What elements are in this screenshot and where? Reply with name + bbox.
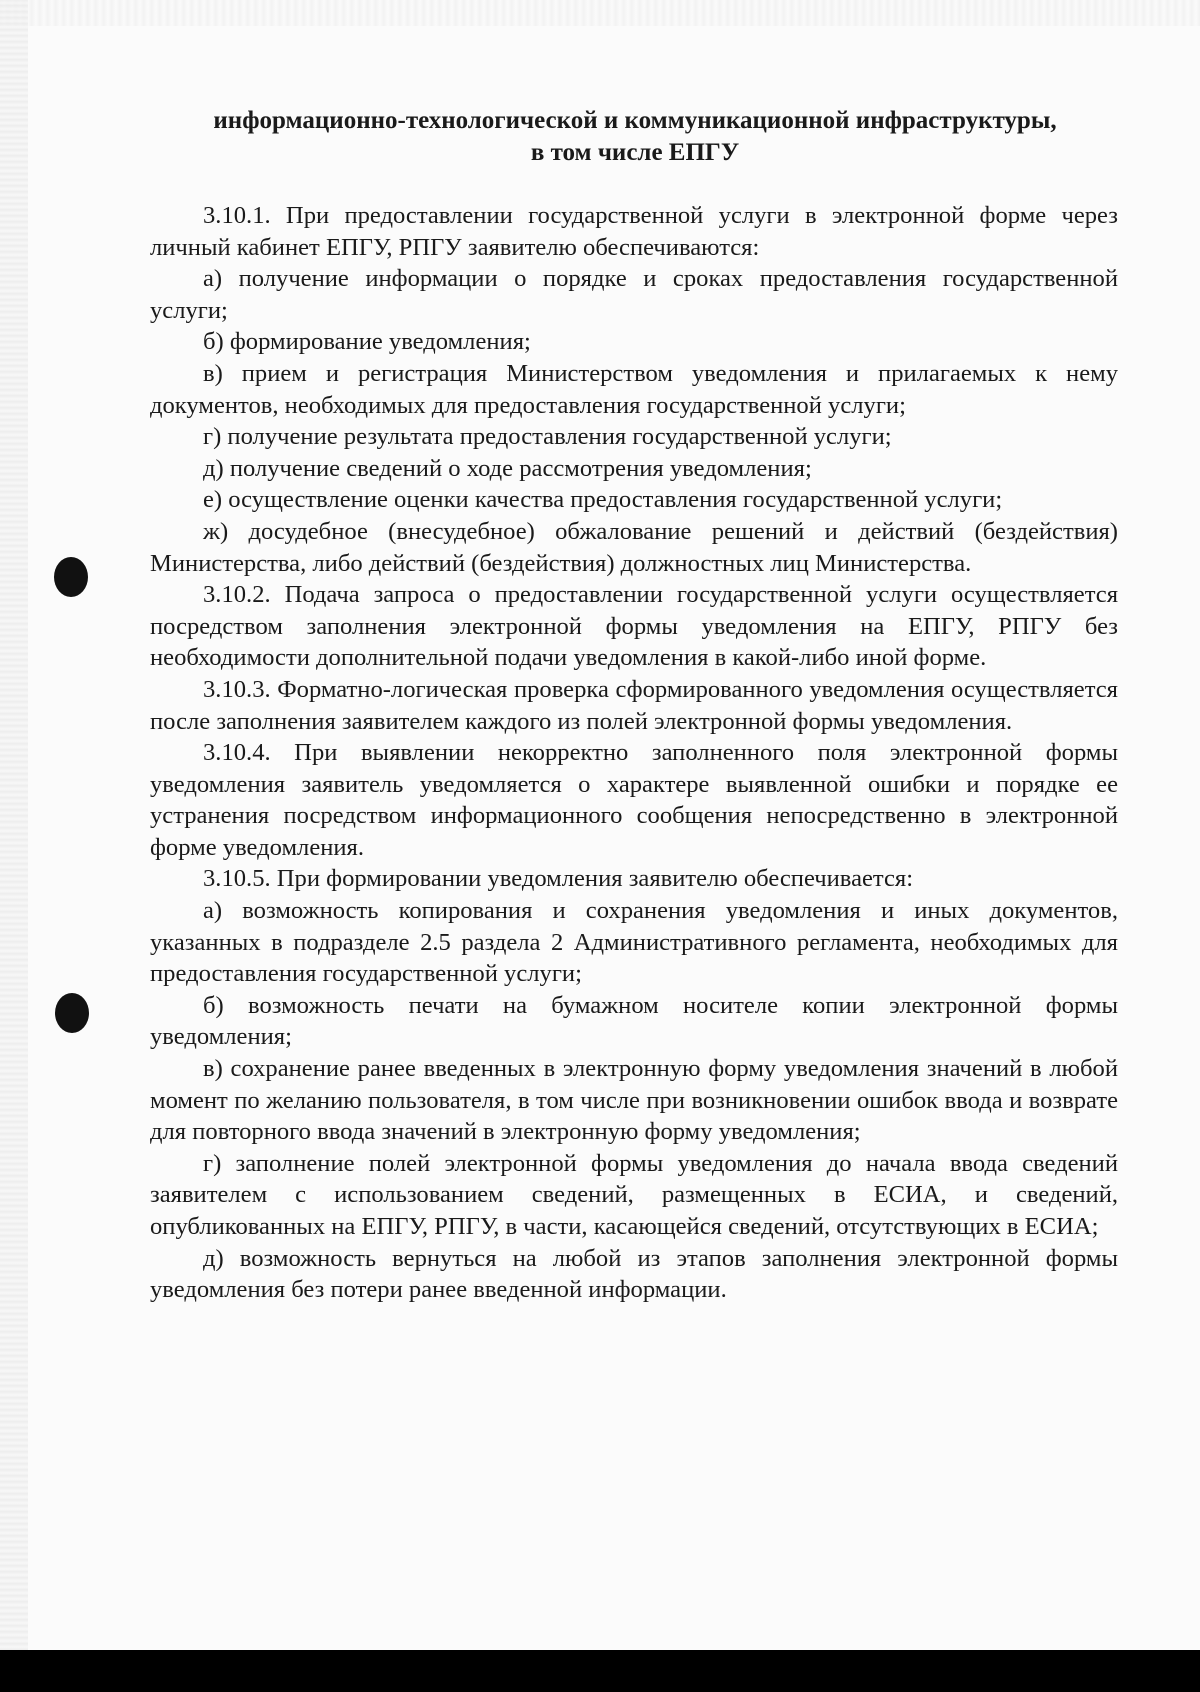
- list-item-a-2: а) возможность копирования и сохранения уведомления и иных документов, указанных в подразделе 2.5 раздела 2 Административного регламента, необходимых для предоставления государственной услуги;: [150, 897, 1118, 988]
- list-item-zh: ж) досудебное (внесудебное) обжалование решений и действий (бездействия) Министерства, либо действий (бездействия) должностных лиц Министерства.: [150, 517, 1118, 577]
- heading-line-1: информационно-технологической и коммуникационной инфраструктуры,: [213, 107, 1057, 134]
- paragraph-3-10-2: 3.10.2. Подача запроса о предоставлении государственной услуги осуществляется посредством заполнения электронной формы уведомления на ЕПГУ, РПГУ без необходимости дополнительной подачи уведомления в какой-либо иной форме.: [150, 581, 1118, 672]
- list-item-d-2: д) возможность вернуться на любой из этапов заполнения электронной формы уведомления без потери ранее введенной информации.: [150, 1244, 1118, 1304]
- scan-noise-top: [0, 0, 1200, 26]
- section-heading: [150, 105, 1120, 169]
- list-item-v: в) прием и регистрация Министерством уведомления и прилагаемых к нему документов, необходимых для предоставления государственной услуги;: [150, 359, 1118, 419]
- paragraph-3-10-5: 3.10.5. При формировании уведомления заявителю обеспечивается:: [203, 865, 914, 893]
- list-item-e: е) осуществление оценки качества предоставления государственной услуги;: [203, 486, 1003, 514]
- heading-line-2: в том числе ЕПГУ: [530, 139, 740, 166]
- paragraph-3-10-1: 3.10.1. При предоставлении государственной услуги в электронной форме через личный кабинет ЕПГУ, РПГУ заявителю обеспечиваются:: [150, 202, 1118, 261]
- list-item-b: б) формирование уведомления;: [203, 328, 531, 356]
- list-item-d: д) получение сведений о ходе рассмотрения уведомления;: [203, 454, 812, 482]
- list-item-a: а) получение информации о порядке и сроках предоставления государственной услуги;: [150, 265, 1118, 324]
- document-body: [150, 200, 1118, 1306]
- scan-bottom-edge: [0, 1650, 1200, 1692]
- list-item-g-2: г) заполнение полей электронной формы уведомления до начала ввода сведений заявителем с использованием сведений, размещенных в ЕСИА, и сведений, опубликованных на ЕПГУ, РПГУ, в части, касающейся сведений, отсутствующих в ЕСИА;: [150, 1149, 1118, 1240]
- punch-hole-top: [54, 557, 88, 597]
- list-item-g: г) получение результата предоставления государственной услуги;: [203, 423, 892, 451]
- scan-noise-left: [0, 0, 28, 1650]
- list-item-v-2: в) сохранение ранее введенных в электронную форму уведомления значений в любой момент по желанию пользователя, в том числе при возникновении ошибок ввода и возврате для повторного ввода значений в электронную форму уведомления;: [150, 1055, 1118, 1146]
- punch-hole-bottom: [55, 993, 89, 1033]
- paragraph-3-10-4: 3.10.4. При выявлении некорректно заполненного поля электронной формы уведомления заявитель уведомляется о характере выявленной ошибки и порядке ее устранения посредством информационного сообщения непосредственно в электронной форме уведомления.: [150, 739, 1118, 861]
- list-item-b-2: б) возможность печати на бумажном носителе копии электронной формы уведомления;: [150, 991, 1118, 1051]
- paragraph-3-10-3: 3.10.3. Форматно-логическая проверка сформированного уведомления осуществляется после заполнения заявителем каждого из полей электронной формы уведомления.: [150, 675, 1118, 735]
